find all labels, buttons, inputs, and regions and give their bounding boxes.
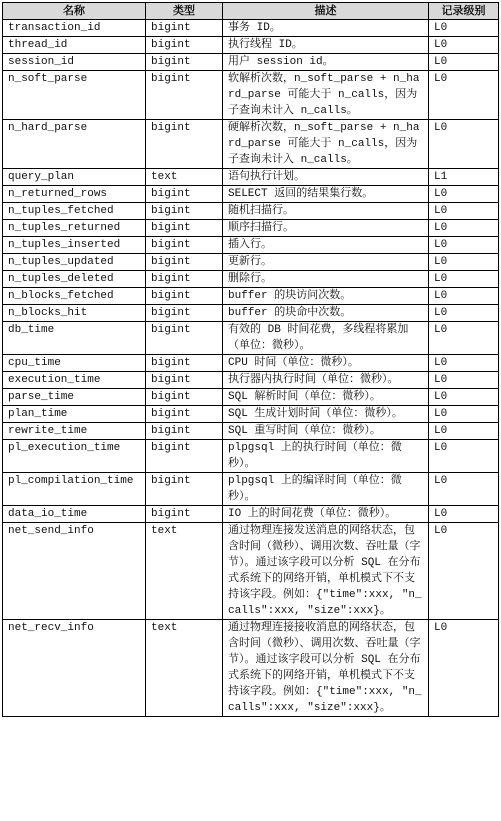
table-row [3,440,499,473]
field-level-cell: L0 [429,254,499,271]
field-description-cell: 更新行。 [223,254,429,271]
field-level-cell: L0 [429,288,499,305]
field-description-cell: 通过物理连接发送消息的网络状态，包含时间（微秒）、调用次数、吞吐量（字节）。通过该字段可以分析 SQL 在分布式系统下的网络开销，单机模式下不支持该字段。例如：{"time":xxx, "n_calls":xxx, "size":xxx}。 [223,523,429,620]
table-row [3,169,499,186]
field-name-cell: n_blocks_fetched [3,288,146,305]
field-description-cell: SELECT 返回的结果集行数。 [223,186,429,203]
field-level-cell: L0 [429,423,499,440]
field-level-cell: L0 [429,355,499,372]
table-row [3,473,499,506]
field-description-cell: 执行线程 ID。 [223,37,429,54]
table-row [3,120,499,169]
field-level-cell: L0 [429,120,499,169]
field-level-cell: L0 [429,620,499,717]
table-row [3,20,499,37]
field-description-cell: SQL 重写时间（单位：微秒）。 [223,423,429,440]
field-level-cell: L0 [429,506,499,523]
field-name-cell: n_tuples_returned [3,220,146,237]
table-row [3,620,499,717]
field-level-cell: L0 [429,37,499,54]
field-level-cell: L0 [429,322,499,355]
field-type-cell: bigint [146,423,223,440]
field-type-cell: bigint [146,305,223,322]
field-description-cell: plpgsql 上的执行时间（单位：微秒）。 [223,440,429,473]
field-name-cell: n_tuples_inserted [3,237,146,254]
table-row [3,54,499,71]
field-type-cell: bigint [146,120,223,169]
field-description-cell: 硬解析次数，n_soft_parse + n_hard_parse 可能大于 n_calls，因为子查询未计入 n_calls。 [223,120,429,169]
field-name-cell: n_soft_parse [3,71,146,120]
table-row [3,389,499,406]
field-name-cell: session_id [3,54,146,71]
field-type-cell: text [146,169,223,186]
field-level-cell: L1 [429,169,499,186]
field-name-cell: query_plan [3,169,146,186]
field-description-cell: SQL 解析时间（单位：微秒）。 [223,389,429,406]
table-row [3,355,499,372]
field-level-cell: L0 [429,406,499,423]
field-description-cell: buffer 的块命中次数。 [223,305,429,322]
field-description-cell: 语句执行计划。 [223,169,429,186]
table-row [3,71,499,120]
field-type-cell: bigint [146,20,223,37]
field-level-cell: L0 [429,389,499,406]
field-type-cell: bigint [146,406,223,423]
field-level-cell: L0 [429,220,499,237]
field-description-cell: 随机扫描行。 [223,203,429,220]
table-row [3,237,499,254]
field-description-cell: 插入行。 [223,237,429,254]
field-name-cell: n_returned_rows [3,186,146,203]
field-name-cell: rewrite_time [3,423,146,440]
field-type-cell: bigint [146,254,223,271]
field-type-cell: bigint [146,54,223,71]
table-row [3,254,499,271]
field-type-cell: bigint [146,220,223,237]
field-description-cell: buffer 的块访问次数。 [223,288,429,305]
field-level-cell: L0 [429,203,499,220]
field-name-cell: execution_time [3,372,146,389]
table-row [3,305,499,322]
table-row [3,506,499,523]
field-name-cell: parse_time [3,389,146,406]
table-row [3,271,499,288]
field-type-cell: bigint [146,271,223,288]
table-row [3,186,499,203]
field-level-cell: L0 [429,186,499,203]
field-type-cell: bigint [146,440,223,473]
field-name-cell: plan_time [3,406,146,423]
field-description-cell: 顺序扫描行。 [223,220,429,237]
field-name-cell: cpu_time [3,355,146,372]
field-type-cell: text [146,523,223,620]
field-description-cell: 通过物理连接接收消息的网络状态，包含时间（微秒）、调用次数、吞吐量（字节）。通过该字段可以分析 SQL 在分布式系统下的网络开销，单机模式下不支持该字段。例如：{"time":xxx, "n_calls":xxx, "size":xxx}。 [223,620,429,717]
field-type-cell: bigint [146,355,223,372]
table-row [3,523,499,620]
field-level-cell: L0 [429,372,499,389]
field-description-cell: plpgsql 上的编译时间（单位：微秒）。 [223,473,429,506]
field-name-cell: thread_id [3,37,146,54]
field-type-cell: bigint [146,506,223,523]
field-name-cell: n_tuples_fetched [3,203,146,220]
field-name-cell: data_io_time [3,506,146,523]
field-level-cell: L0 [429,71,499,120]
table-body [3,20,499,717]
field-level-cell: L0 [429,271,499,288]
field-level-cell: L0 [429,237,499,254]
header-level: 记录级别 [429,3,499,20]
field-type-cell: bigint [146,37,223,54]
field-type-cell: bigint [146,389,223,406]
field-description-cell: CPU 时间（单位：微秒）。 [223,355,429,372]
field-name-cell: pl_execution_time [3,440,146,473]
field-type-cell: bigint [146,473,223,506]
header-name: 名称 [3,3,146,20]
field-name-cell: transaction_id [3,20,146,37]
table-row [3,372,499,389]
field-level-cell: L0 [429,305,499,322]
field-description-cell: 删除行。 [223,271,429,288]
header-row [3,3,499,20]
header-type: 类型 [146,3,223,20]
header-description: 描述 [223,3,429,20]
field-type-cell: text [146,620,223,717]
table-row [3,288,499,305]
field-type-cell: bigint [146,322,223,355]
field-description-cell: IO 上的时间花费（单位：微秒）。 [223,506,429,523]
field-type-cell: bigint [146,186,223,203]
table-row [3,220,499,237]
field-description-cell: 有效的 DB 时间花费，多线程将累加（单位：微秒）。 [223,322,429,355]
field-description-cell: 用户 session id。 [223,54,429,71]
field-type-cell: bigint [146,71,223,120]
field-name-cell: net_send_info [3,523,146,620]
field-level-cell: L0 [429,523,499,620]
field-description-cell: 软解析次数，n_soft_parse + n_hard_parse 可能大于 n_calls，因为子查询未计入 n_calls。 [223,71,429,120]
field-type-cell: bigint [146,203,223,220]
field-name-cell: n_tuples_updated [3,254,146,271]
field-name-cell: pl_compilation_time [3,473,146,506]
table-row [3,322,499,355]
field-level-cell: L0 [429,54,499,71]
fields-table [2,2,499,717]
table-row [3,423,499,440]
table-header [3,3,499,20]
field-description-cell: 事务 ID。 [223,20,429,37]
field-name-cell: db_time [3,322,146,355]
field-type-cell: bigint [146,288,223,305]
field-level-cell: L0 [429,473,499,506]
field-level-cell: L0 [429,440,499,473]
field-description-cell: 执行器内执行时间（单位：微秒）。 [223,372,429,389]
field-type-cell: bigint [146,372,223,389]
field-name-cell: n_hard_parse [3,120,146,169]
field-level-cell: L0 [429,20,499,37]
table-row [3,203,499,220]
table-row [3,406,499,423]
table-row [3,37,499,54]
field-name-cell: n_blocks_hit [3,305,146,322]
field-type-cell: bigint [146,237,223,254]
field-name-cell: n_tuples_deleted [3,271,146,288]
field-description-cell: SQL 生成计划时间（单位：微秒）。 [223,406,429,423]
field-name-cell: net_recv_info [3,620,146,717]
